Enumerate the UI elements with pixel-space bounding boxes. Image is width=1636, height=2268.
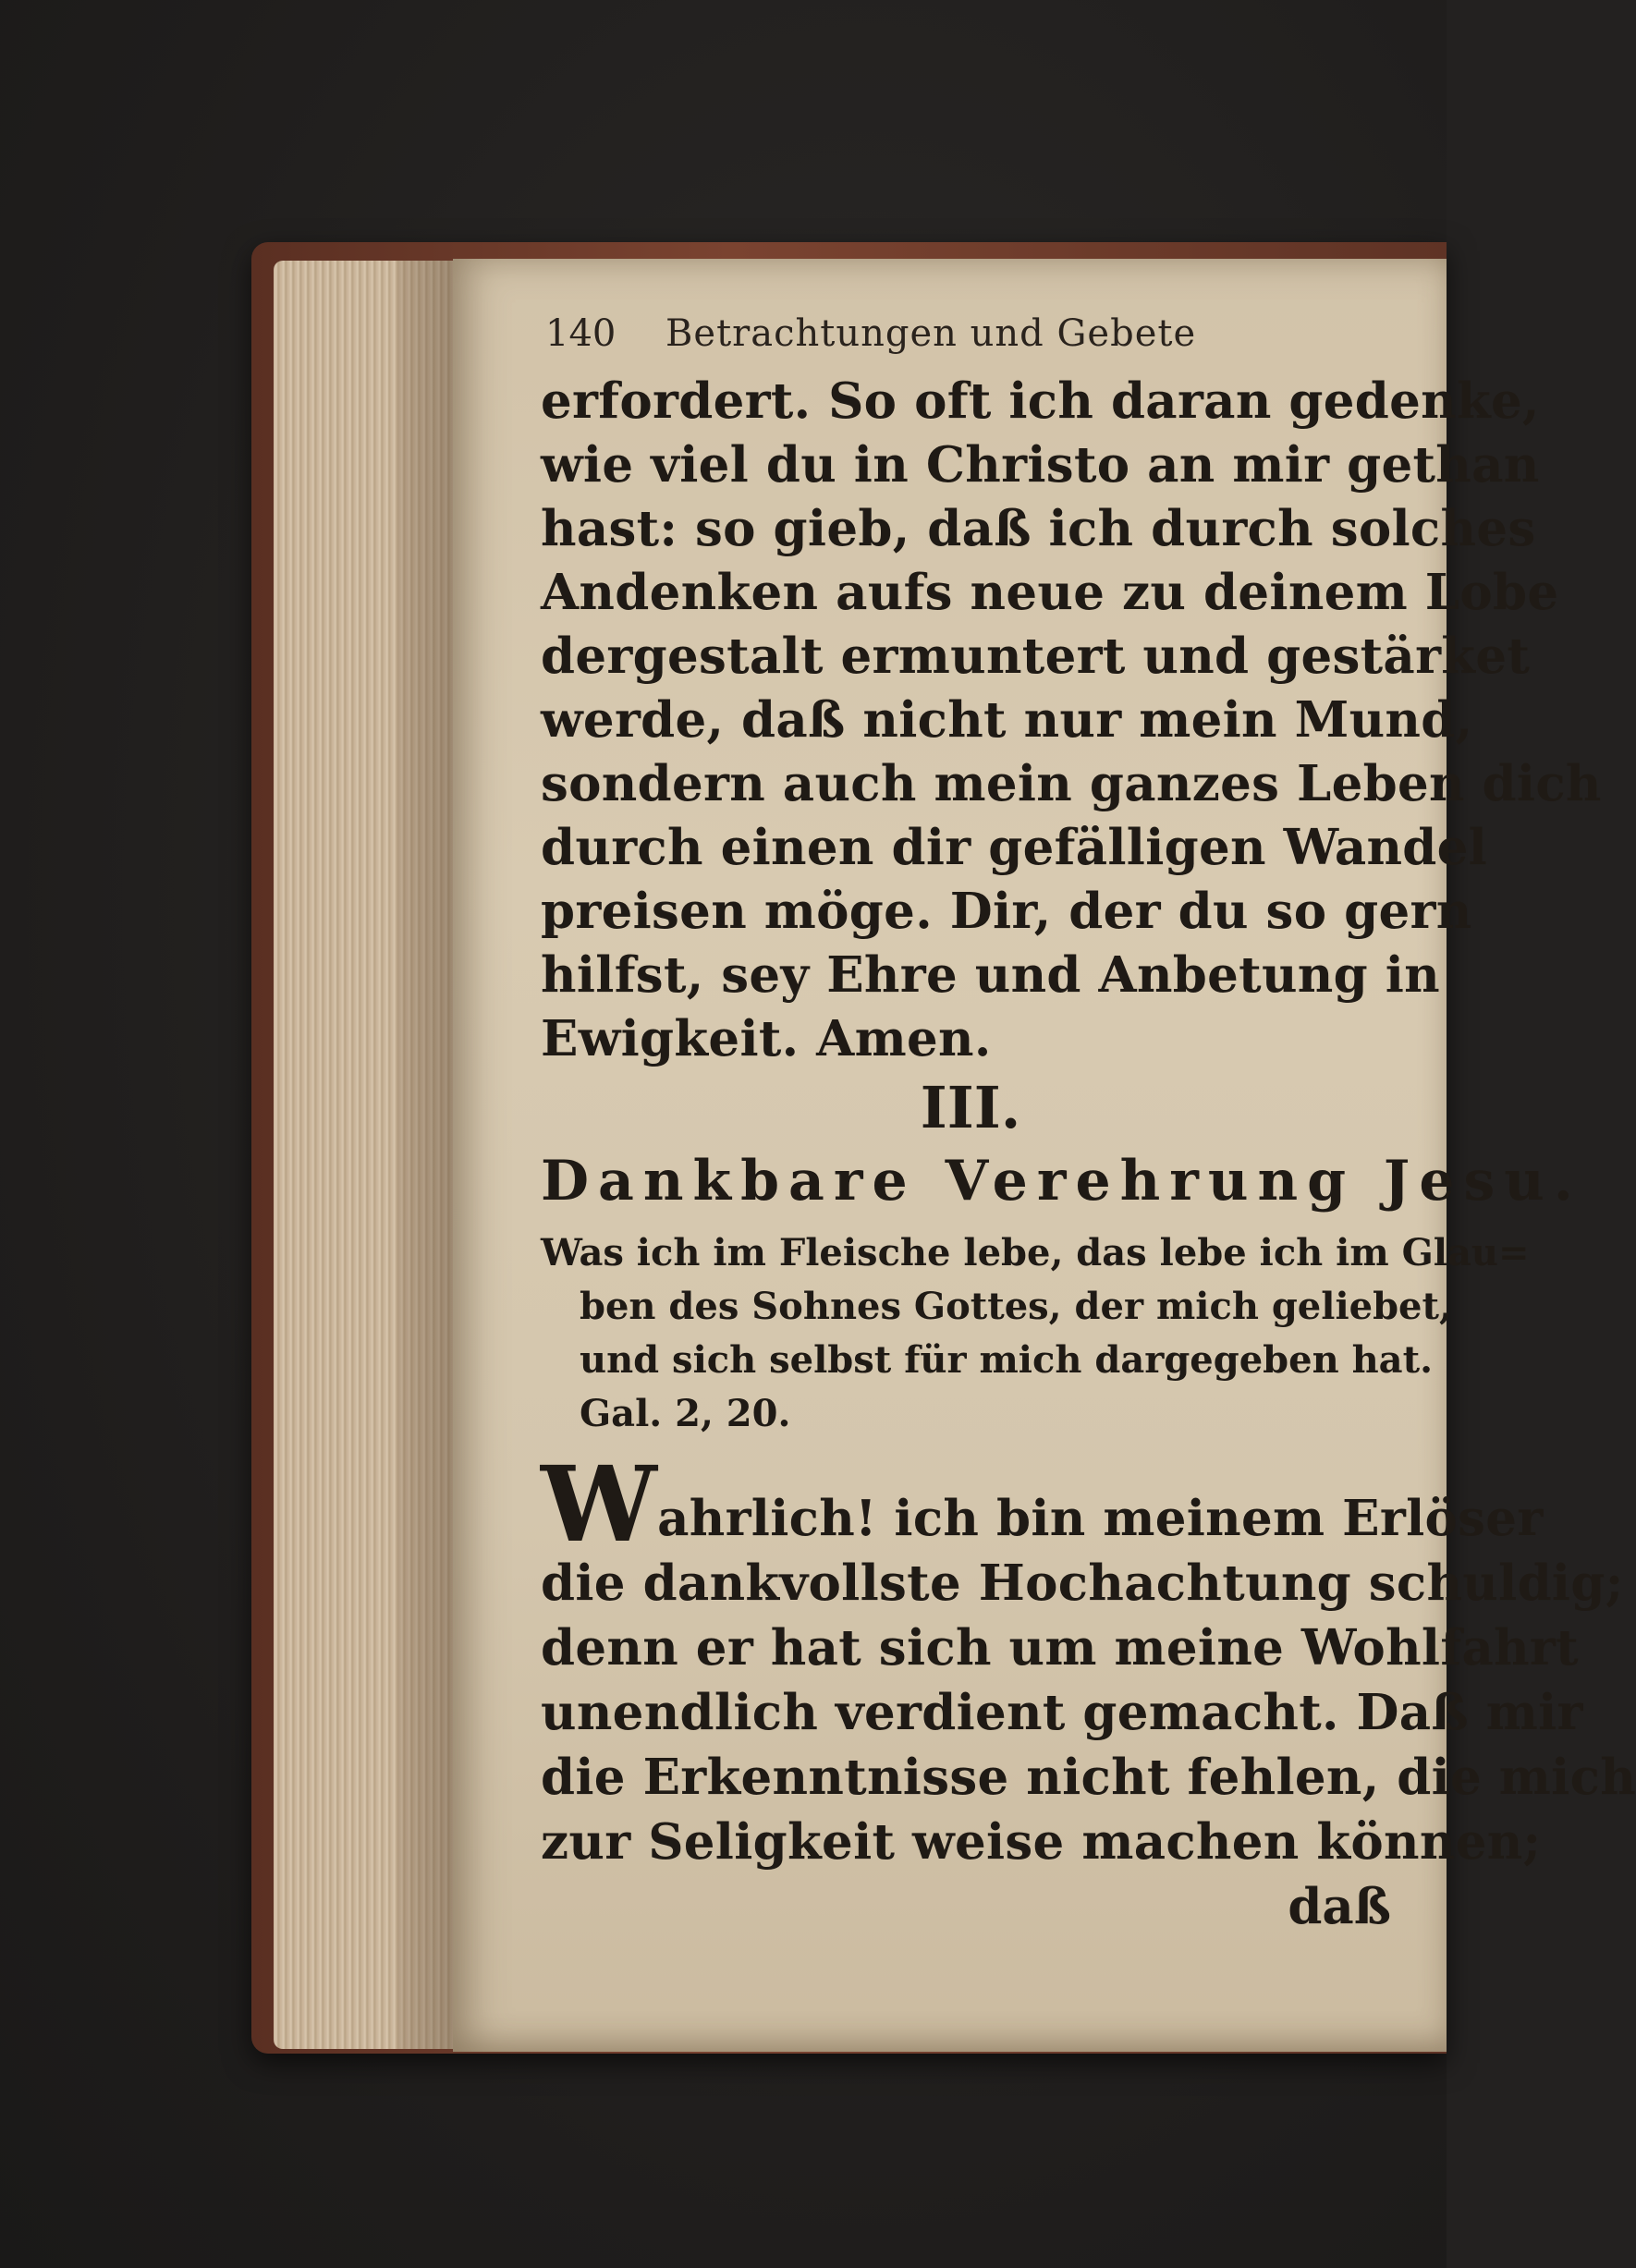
- text-line: wie viel du in Christo an mir gethan: [541, 436, 1540, 494]
- epigraph-line: Was ich im Fleische lebe, das lebe ich im Glau=: [541, 1231, 1530, 1274]
- text-line: Ewigkeit. Amen.: [541, 1010, 992, 1067]
- drop-cap: W: [541, 1445, 658, 1566]
- text-line: hilfst, sey Ehre und Anbetung in: [541, 946, 1440, 1004]
- text-line: [541, 1445, 1544, 1566]
- prayer-paragraph: [541, 370, 1602, 1071]
- text-line: werde, daß nicht nur mein Mund,: [541, 691, 1473, 749]
- book-page: [453, 259, 1636, 2052]
- text-line: die dankvollste Hochachtung schuldig;: [541, 1555, 1624, 1612]
- epigraph-line: und sich selbst für mich dargegeben hat.: [580, 1338, 1433, 1382]
- epigraph: [541, 1226, 1530, 1441]
- page-number: 140: [545, 312, 617, 355]
- page-body: [541, 370, 1636, 1939]
- text-line: hast: so gieb, daß ich durch solches: [541, 500, 1536, 557]
- page-header: [545, 312, 1336, 355]
- text-line: preisen möge. Dir, der du so gern: [541, 883, 1472, 940]
- section-number: III.: [920, 1074, 1021, 1141]
- catchword: daß: [1288, 1878, 1391, 1935]
- text-line: sondern auch mein ganzes Leben dich: [541, 755, 1602, 812]
- text-line: dergestalt ermuntert und gestärket: [541, 628, 1531, 685]
- epigraph-citation: Gal. 2, 20.: [580, 1392, 791, 1435]
- section-title: Dankbare Verehrung Jesu.: [541, 1149, 1582, 1213]
- running-head: Betrachtungen und Gebete: [665, 312, 1197, 355]
- text-line: erfordert. So oft ich daran gedenke,: [541, 372, 1540, 430]
- text-line: Andenken aufs neue zu deinem Lobe: [541, 564, 1559, 621]
- first-line-rest: ahrlich! ich bin meinem Erlöser: [657, 1490, 1544, 1547]
- second-prayer-paragraph: [541, 1445, 1636, 1939]
- text-line: unendlich verdient gemacht. Daß mir: [541, 1684, 1583, 1741]
- text-line: zur Seligkeit weise machen können;: [541, 1813, 1542, 1871]
- text-line: die Erkenntnisse nicht fehlen, die mich: [541, 1749, 1636, 1806]
- text-line: denn er hat sich um meine Wohlfahrt: [541, 1619, 1579, 1677]
- epigraph-line: ben des Sohnes Gottes, der mich geliebet,: [580, 1285, 1452, 1328]
- text-line: durch einen dir gefälligen Wandel: [541, 819, 1488, 876]
